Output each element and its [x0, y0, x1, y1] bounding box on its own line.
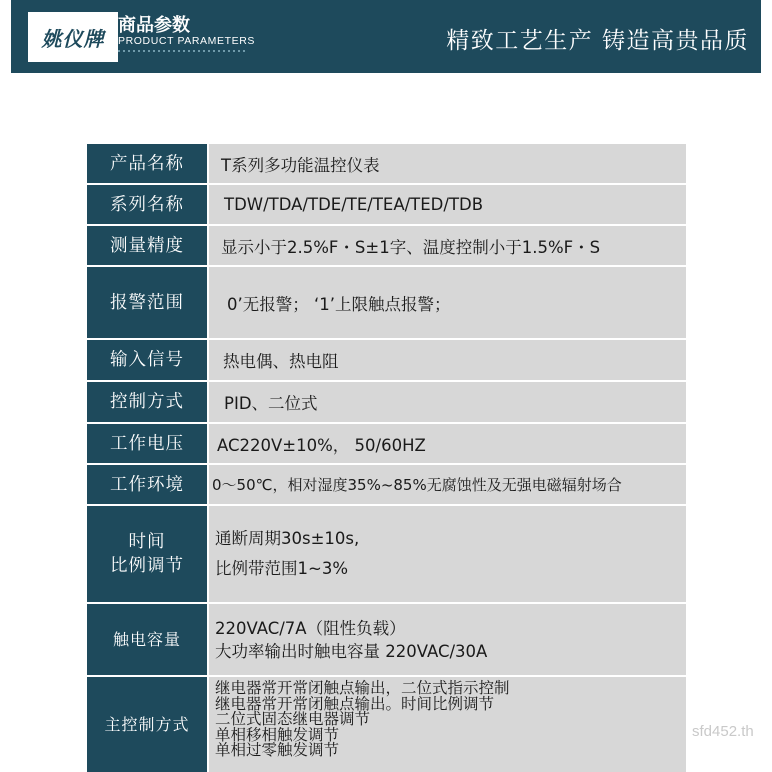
section-title: 商品参数 — [118, 15, 190, 36]
param-value: TDW/TDA/TDE/TE/TEA/TED/TDB — [209, 185, 686, 224]
param-row-accuracy — [87, 226, 686, 265]
watermark: sfd452.th — [692, 723, 754, 740]
brand-logo — [28, 12, 118, 62]
param-row-series-name — [87, 185, 686, 224]
param-value-line: 继电器常开常闭触点输出，二位式指示控制 — [215, 679, 510, 697]
param-value-line: 通断周期30s±10s, — [215, 529, 360, 548]
param-value-line: 继电器常开常闭触点输出。时间比例调节 — [215, 694, 495, 713]
param-label: 输入信号 — [87, 340, 207, 380]
brand-logo-text: 姚仪牌 — [41, 26, 105, 51]
param-label: 产品名称 — [87, 144, 207, 183]
param-label: 系列名称 — [87, 185, 207, 224]
param-value: PID、二位式 — [209, 382, 686, 422]
dotted-divider — [118, 50, 248, 52]
param-value-line: 比例带范围1~3% — [215, 559, 348, 578]
param-label-line: 比例调节 — [110, 556, 184, 576]
param-label — [87, 506, 207, 602]
param-value-line: 大功率输出时触电容量 220VAC/30A — [215, 641, 488, 661]
section-subtitle: PRODUCT PARAMETERS — [118, 35, 256, 47]
param-row-time-proportional — [87, 506, 686, 602]
param-row-input-signal — [87, 340, 686, 380]
param-row-environment — [87, 465, 686, 504]
slogan: 精致工艺生产 铸造高贵品质 — [446, 28, 749, 54]
param-label: 工作环境 — [87, 465, 207, 504]
param-value: T系列多功能温控仪表 — [209, 144, 686, 183]
param-row-alarm-range — [87, 267, 686, 338]
param-label: 主控制方式 — [87, 677, 207, 772]
param-value: 0’无报警； ‘1’上限触点报警； — [209, 267, 686, 338]
header-banner — [11, 0, 761, 73]
param-label: 控制方式 — [87, 382, 207, 422]
param-value — [209, 677, 686, 772]
param-value-line: 二位式固态继电器调节 — [215, 710, 371, 728]
param-label-line: 时间 — [128, 532, 166, 552]
param-value — [209, 604, 686, 675]
param-row-contact-capacity — [87, 604, 686, 675]
param-value: 热电偶、热电阻 — [209, 340, 686, 380]
param-label: 测量精度 — [87, 226, 207, 265]
param-value: 0～50℃，相对湿度35%~85%无腐蚀性及无强电磁辐射场合 — [209, 465, 686, 504]
param-label: 工作电压 — [87, 424, 207, 463]
param-row-main-control — [87, 677, 686, 772]
param-value: 显示小于2.5%F・S±1字、温度控制小于1.5%F・S — [209, 226, 686, 265]
param-row-control-mode — [87, 382, 686, 422]
param-row-voltage — [87, 424, 686, 463]
param-value-line: 单相过零触发调节 — [215, 741, 340, 759]
param-value-line: 220VAC/7A（阻性负载） — [215, 618, 406, 638]
param-label: 报警范围 — [87, 267, 207, 338]
param-row-product-name — [87, 144, 686, 183]
param-label: 触电容量 — [87, 604, 207, 675]
param-value: AC220V±10%， 50/60HZ — [209, 424, 686, 463]
param-value-line: 单相移相触发调节 — [215, 725, 340, 744]
param-value — [209, 506, 686, 602]
